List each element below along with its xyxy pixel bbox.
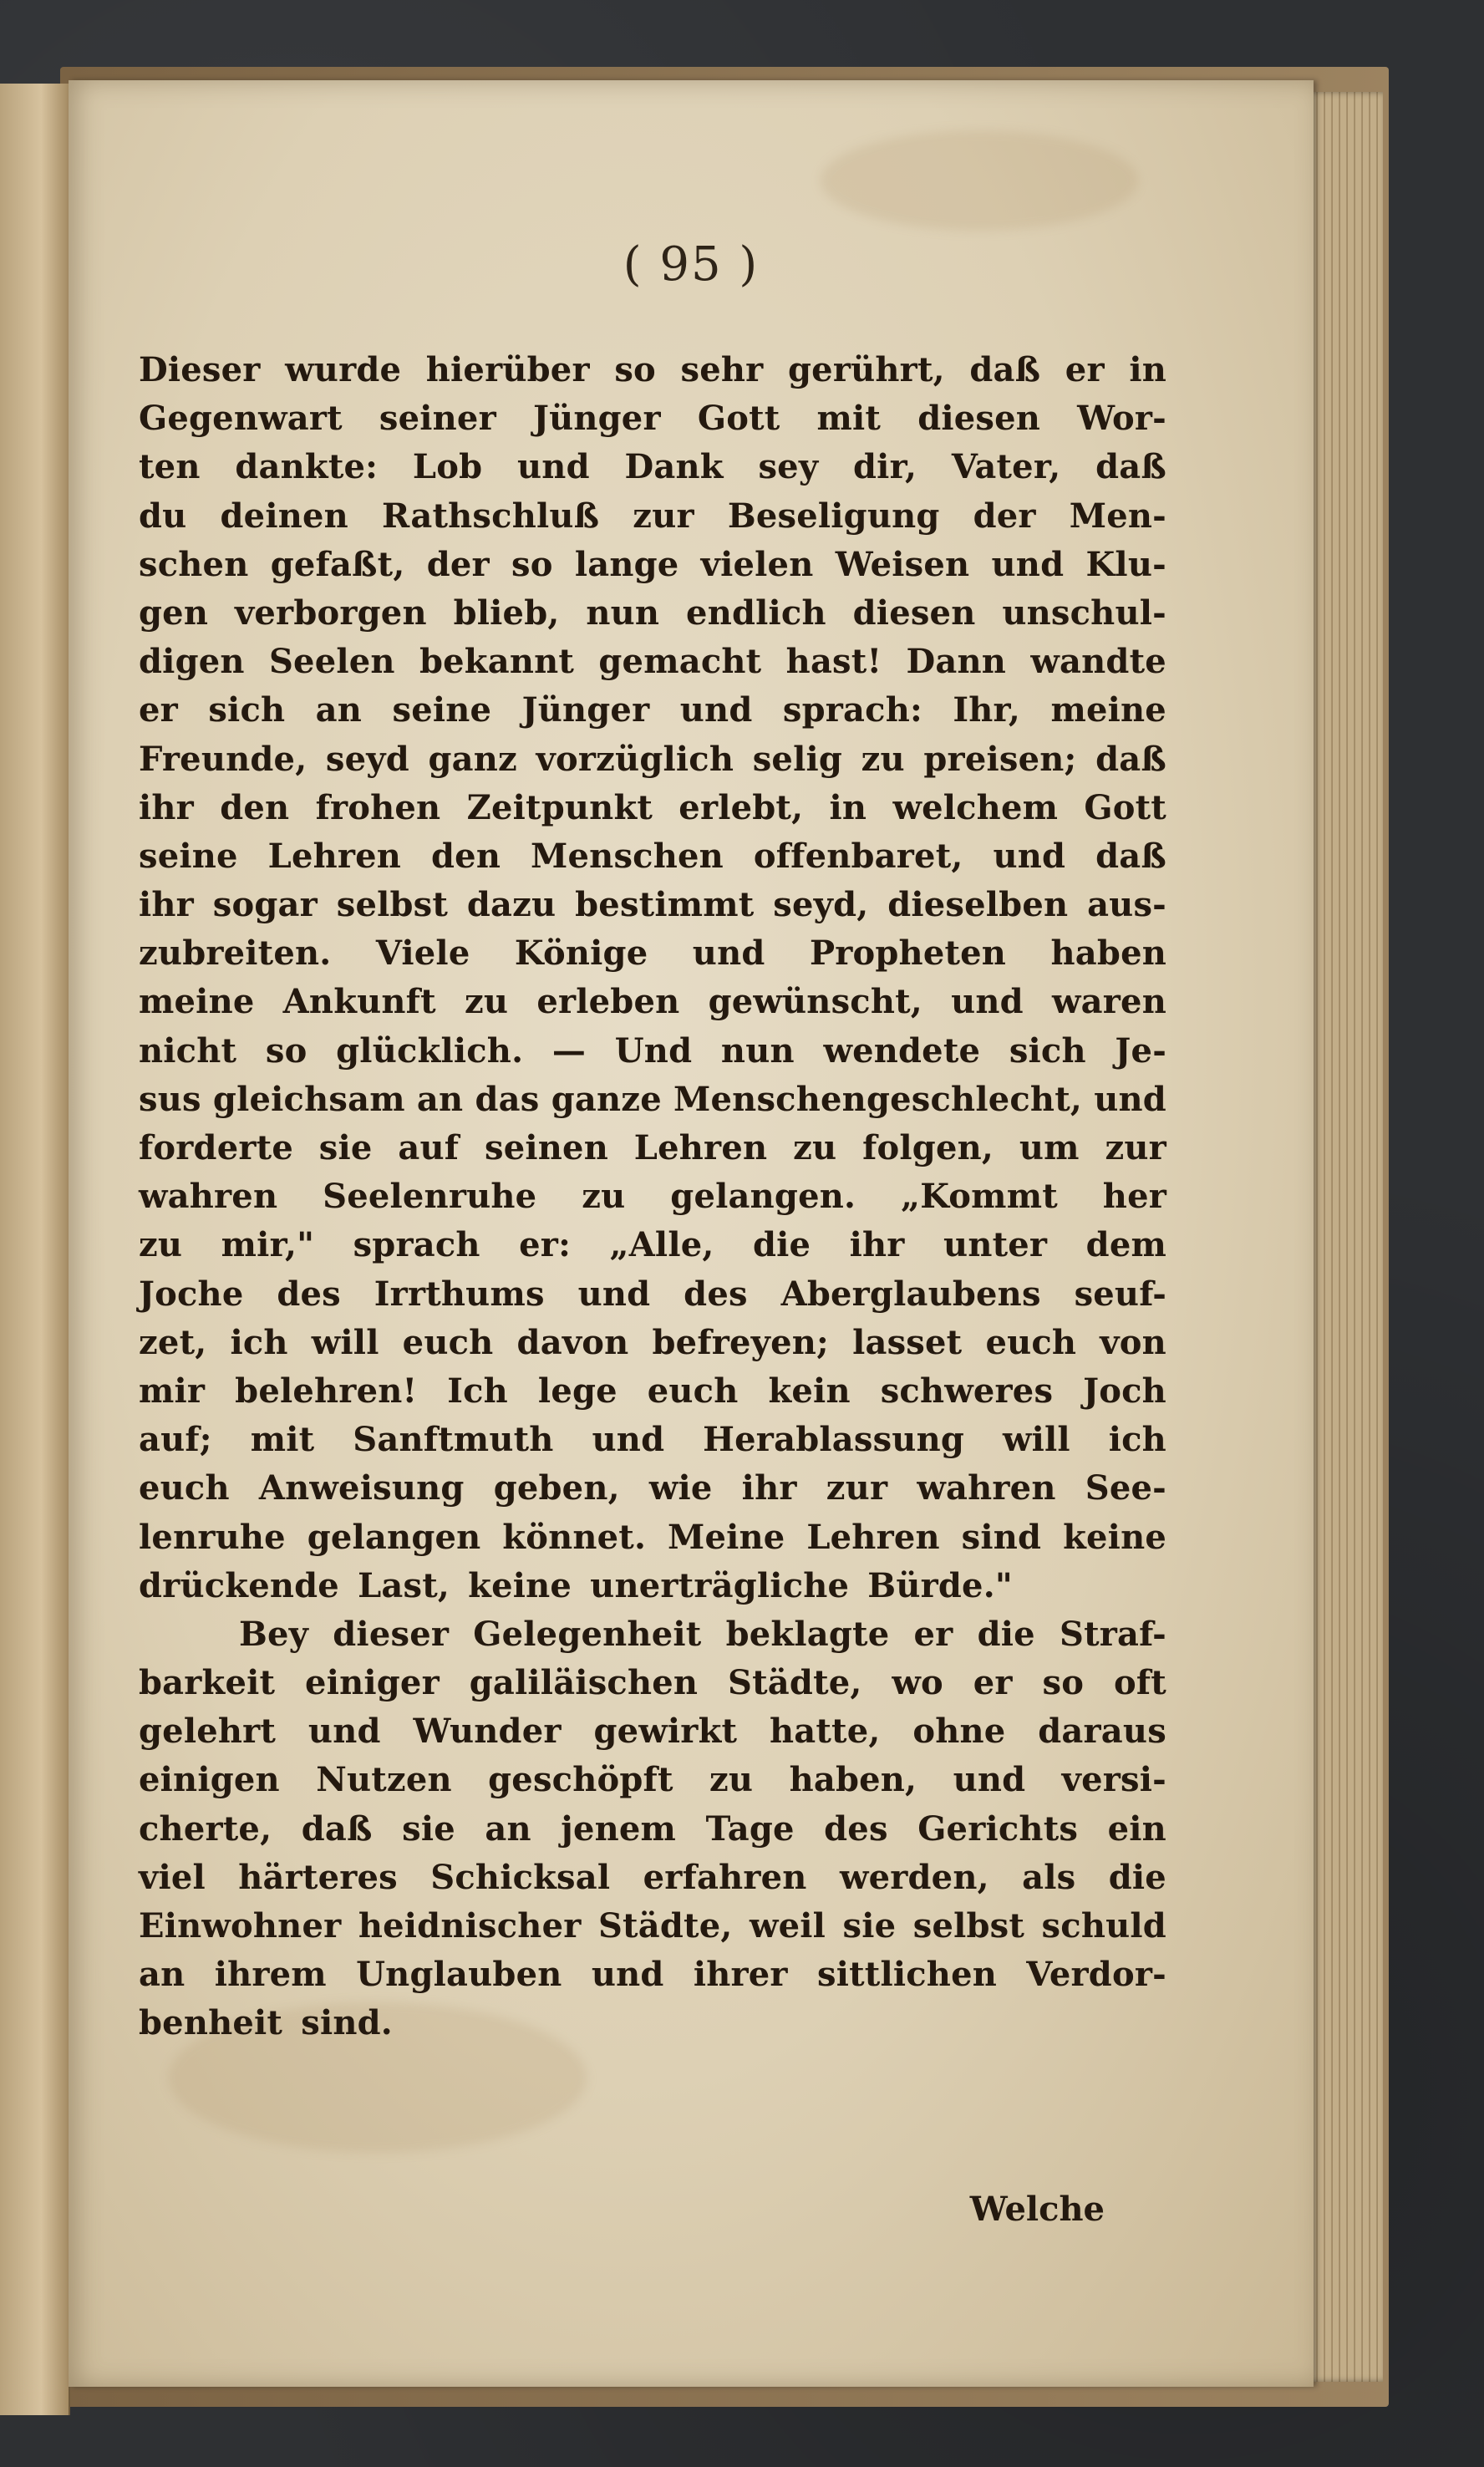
text-line: lenruhe gelangen könnet. Meine Lehren sind keine <box>139 1517 1166 1557</box>
text-line: ihr sogar selbst dazu bestimmt seyd, dieselben aus- <box>139 885 1166 925</box>
text-line: auf; mit Sanftmuth und Herablassung will ich <box>139 1420 1166 1460</box>
text-line: zubreiten. Viele Könige und Propheten haben <box>139 933 1166 974</box>
text-line: gen verborgen blieb, nun endlich diesen unschul- <box>139 593 1166 633</box>
text-line: ten dankte: Lob und Dank sey dir, Vater, daß <box>139 447 1166 487</box>
text-line: Joche des Irrthums und des Aberglaubens seuf- <box>139 1274 1166 1314</box>
book-page <box>69 80 1314 2387</box>
text-line: drückende Last, keine unerträgliche Bürde." <box>139 1565 1013 1605</box>
text-line: cherte, daß sie an jenem Tage des Gerichts ein <box>139 1808 1166 1849</box>
text-line: an ihrem Unglauben und ihrer sittlichen Verdor- <box>139 1955 1166 1995</box>
text-line: sus gleichsam an das ganze Menschengeschlecht, und <box>139 1079 1166 1119</box>
text-line: meine Ankunft zu erleben gewünscht, und waren <box>139 982 1166 1022</box>
text-line: viel härteres Schicksal erfahren werden, als die <box>139 1857 1166 1897</box>
paper-stain <box>821 130 1138 231</box>
text-line: euch Anweisung geben, wie ihr zur wahren See- <box>139 1468 1166 1508</box>
text-line: benheit sind. <box>139 2003 393 2043</box>
text-line: seine Lehren den Menschen offenbaret, und daß <box>139 836 1166 876</box>
text-line: digen Seelen bekannt gemacht hast! Dann wandte <box>139 642 1166 682</box>
text-line: Bey dieser Gelegenheit beklagte er die Straf- <box>239 1614 1166 1654</box>
left-page-bleed-marks <box>3 694 53 1947</box>
text-line: nicht so glücklich. — Und nun wendete sich Je- <box>139 1030 1166 1071</box>
text-line: wahren Seelenruhe zu gelangen. „Kommt her <box>139 1177 1166 1217</box>
text-line: Gegenwart seiner Jünger Gott mit diesen Wor- <box>139 399 1166 439</box>
text-line: Dieser wurde hierüber so sehr gerührt, daß er in <box>139 350 1166 389</box>
text-line: du deinen Rathschluß zur Beseligung der Men- <box>139 496 1166 536</box>
text-line: Freunde, seyd ganz vorzüglich selig zu preisen; daß <box>139 739 1166 779</box>
text-line: Einwohner heidnischer Städte, weil sie selbst schuld <box>139 1906 1166 1946</box>
text-line: barkeit einiger galiläischen Städte, wo er so oft <box>139 1663 1166 1703</box>
page-edges <box>1304 92 1383 2382</box>
text-line: gelehrt und Wunder gewirkt hatte, ohne daraus <box>139 1712 1166 1752</box>
text-line: zu mir," sprach er: „Alle, die ihr unter dem <box>139 1225 1166 1265</box>
body-text <box>139 346 1166 2048</box>
text-line: einigen Nutzen geschöpft zu haben, und versi- <box>139 1760 1166 1800</box>
text-line: er sich an seine Jünger und sprach: Ihr, meine <box>139 690 1166 730</box>
text-line: schen gefaßt, der so lange vielen Weisen und Klu- <box>139 544 1166 584</box>
page-number: ( 95 ) <box>623 237 760 292</box>
text-line: forderte sie auf seinen Lehren zu folgen, um zur <box>139 1128 1166 1167</box>
text-line: zet, ich will euch davon befreyen; lasset euch von <box>139 1322 1166 1362</box>
catchword: Welche <box>969 2190 1105 2229</box>
text-line: mir belehren! Ich lege euch kein schweres Joch <box>139 1371 1166 1411</box>
text-line: ihr den frohen Zeitpunkt erlebt, in welchem Gott <box>139 787 1166 827</box>
left-page-edge <box>0 84 70 2415</box>
